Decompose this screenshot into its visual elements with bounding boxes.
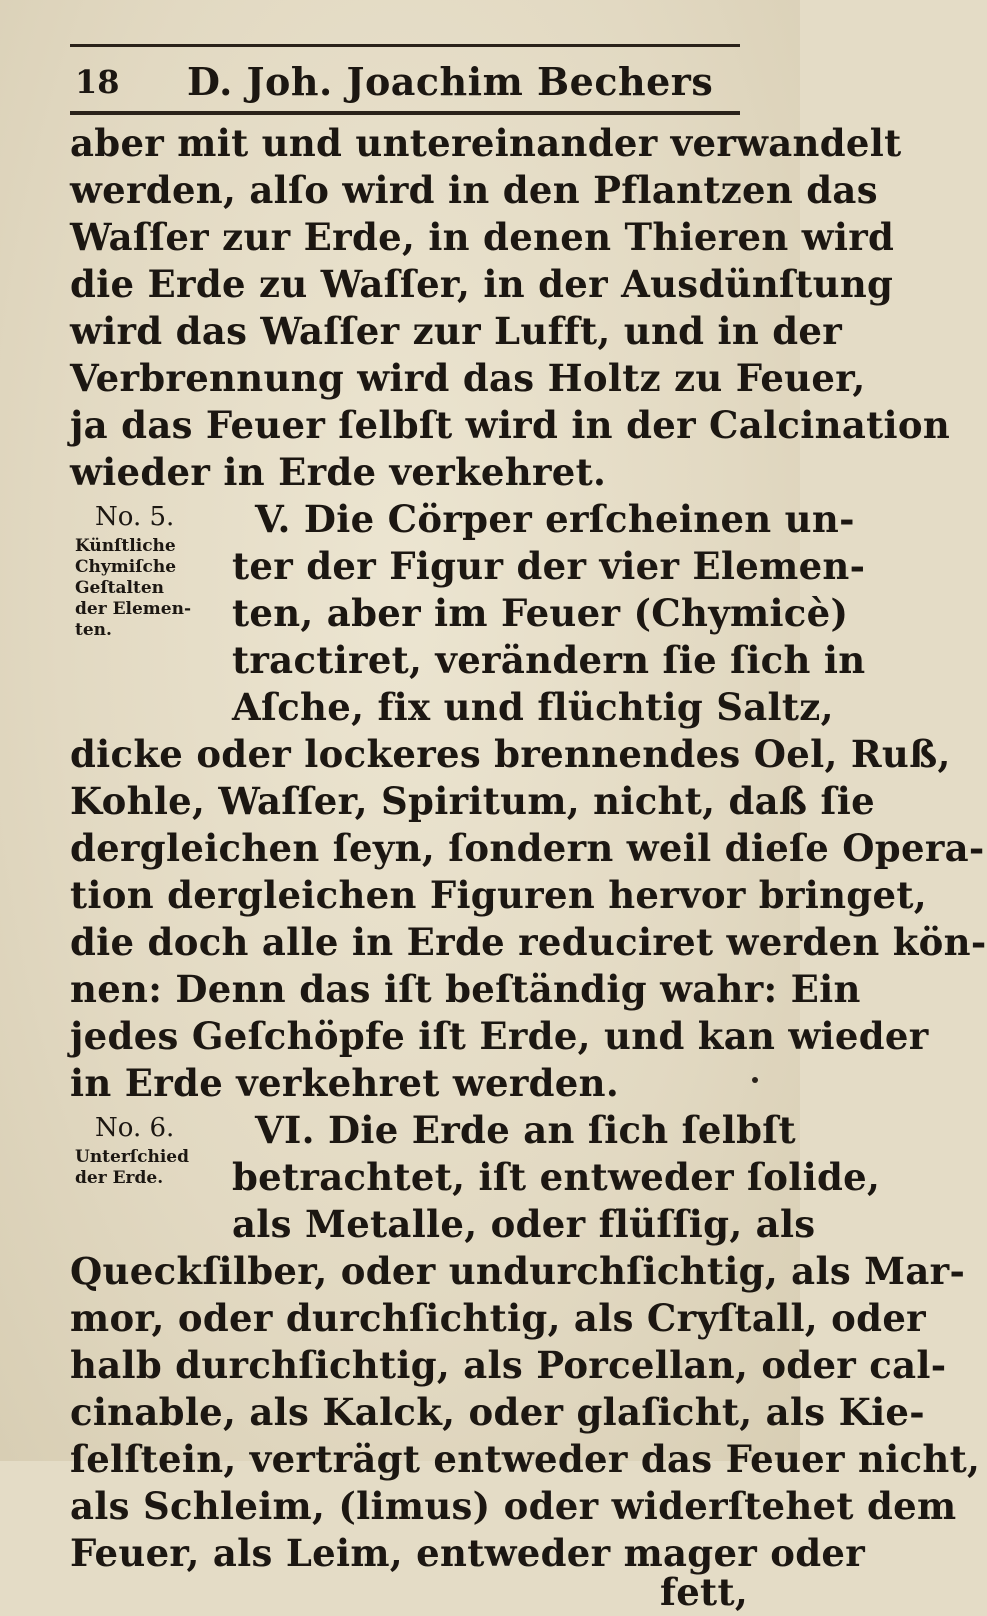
- margin-number: No. 5.: [95, 502, 175, 532]
- body-line: mor, oder durchſichtig, als Cryſtall, oder: [70, 1296, 926, 1340]
- body-line: Waſſer zur Erde, in denen Thieren wird: [70, 215, 895, 259]
- body-line: ſelſtein, verträgt entweder das Feuer nicht,: [70, 1437, 981, 1481]
- catchword: fett,: [660, 1570, 749, 1614]
- margin-note: der Elemen-: [75, 599, 192, 619]
- header-rule-bottom: [70, 111, 740, 115]
- body-line: tractiret, verändern ſie ſich in: [232, 638, 866, 682]
- body-line: die Erde zu Waſſer, in der Ausdünſtung: [70, 262, 894, 306]
- body-line: dicke oder lockeres brennendes Oel, Ruß,: [70, 732, 951, 776]
- body-line: tion dergleichen Figuren hervor bringet,: [70, 873, 927, 917]
- margin-note: Unterſchied: [75, 1147, 189, 1167]
- body-line: jedes Geſchöpfe iſt Erde, und kan wieder: [70, 1014, 929, 1058]
- body-line: Verbrennung wird das Holtz zu Feuer,: [70, 356, 866, 400]
- body-line: dergleichen ſeyn, ſondern weil dieſe Opera-: [70, 826, 985, 870]
- ink-speck: [752, 1077, 758, 1083]
- body-line: werden, alſo wird in den Pflantzen das: [70, 168, 878, 212]
- body-line: Feuer, als Leim, entweder mager oder: [70, 1531, 866, 1575]
- body-line: die doch alle in Erde reduciret werden kön-: [70, 920, 987, 964]
- body-line: Aſche, fix und flüchtig Saltz,: [232, 685, 834, 729]
- body-line: wieder in Erde verkehret.: [70, 450, 607, 494]
- margin-note: Chymiſche: [75, 557, 177, 577]
- body-line: halb durchſichtig, als Porcellan, oder cal-: [70, 1343, 947, 1387]
- header-rule-top: [70, 44, 740, 47]
- body-line: Kohle, Waſſer, Spiritum, nicht, daß ſie: [70, 779, 875, 823]
- body-line: betrachtet, iſt entweder ſolide,: [232, 1155, 881, 1199]
- margin-number: No. 6.: [95, 1113, 175, 1143]
- body-line: als Metalle, oder flüſſig, als: [232, 1202, 816, 1246]
- body-line: Queckſilber, oder undurchſichtig, als Mar-: [70, 1249, 966, 1293]
- body-line: V. Die Cörper erſcheinen un-: [255, 497, 855, 541]
- body-line: ten, aber im Feuer (Chymicè): [232, 591, 849, 635]
- running-title: D. Joh. Joachim Bechers: [187, 59, 714, 104]
- body-line: ja das Feuer ſelbſt wird in der Calcination: [70, 403, 951, 447]
- body-line: als Schleim, (limus) oder widerſtehet dem: [70, 1484, 957, 1528]
- margin-note: Geſtalten: [75, 578, 165, 598]
- margin-note: der Erde.: [75, 1168, 164, 1188]
- margin-note: Künſtliche: [75, 536, 176, 556]
- margin-note: ten.: [75, 620, 112, 640]
- body-line: ter der Figur der vier Elemen-: [232, 544, 866, 588]
- body-line: nen: Denn das iſt beſtändig wahr: Ein: [70, 967, 861, 1011]
- body-line: wird das Waſſer zur Lufft, und in der: [70, 309, 843, 353]
- body-line: VI. Die Erde an ſich ſelbſt: [255, 1108, 796, 1152]
- page-header: [75, 52, 745, 112]
- body-line: in Erde verkehret werden.: [70, 1061, 620, 1105]
- body-line: aber mit und untereinander verwandelt: [70, 121, 902, 165]
- body-line: cinable, als Kalck, oder glaſicht, als Kie-: [70, 1390, 925, 1434]
- page-number: 18: [75, 63, 120, 101]
